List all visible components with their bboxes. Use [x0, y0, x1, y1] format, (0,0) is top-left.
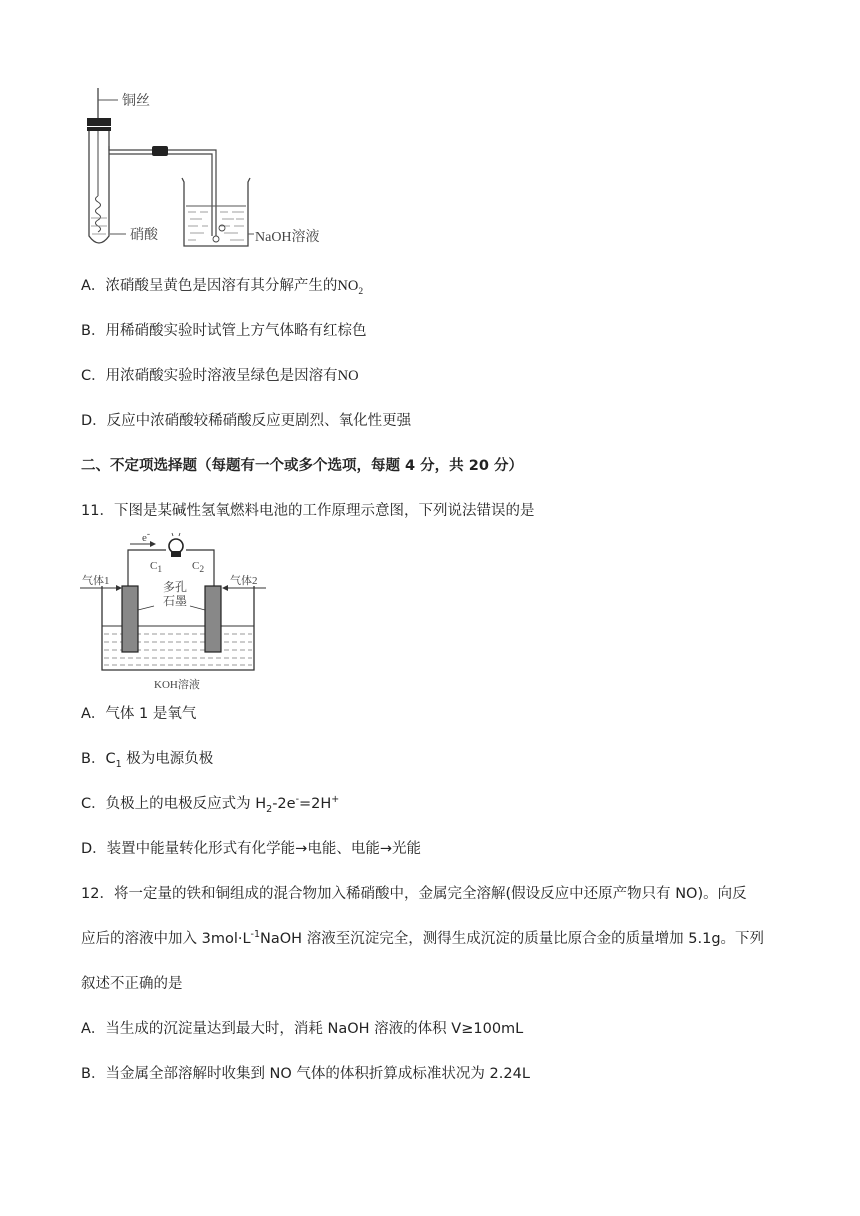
c1-subscript: 1	[157, 565, 163, 576]
electron-symbol: e	[142, 532, 147, 544]
q12-unit-superscript: -1	[250, 929, 261, 941]
c2-symbol: C	[192, 560, 200, 572]
electron-superscript: -	[295, 794, 300, 806]
q11-option-b-suffix: 极为电源负极	[121, 751, 214, 767]
c1-symbol: C	[150, 560, 158, 572]
gas1-label: 气体1	[82, 575, 110, 587]
q11-option-b-sub: 1	[115, 758, 122, 770]
q11-option-c-mid2: =2H	[299, 796, 332, 812]
electron-charge: -	[146, 529, 151, 540]
q12-stem-line2	[81, 929, 764, 949]
q12-stem-line3: 叙述不正确的是	[81, 976, 183, 992]
no2-subscript: 2	[358, 286, 364, 297]
copper-wire-label: 铜丝	[122, 94, 150, 109]
h2-subscript: 2	[266, 803, 273, 815]
q10-option-b: B．用稀硝酸实验时试管上方气体略有红棕色	[81, 323, 367, 339]
q12-option-a: A．当生成的沉淀量达到最大时，消耗 NaOH 溶液的体积 V≥100mL	[81, 1021, 524, 1037]
figure-fuel-cell-diagram	[78, 530, 278, 695]
gas2-label: 气体2	[230, 575, 258, 587]
q11-option-a: A．气体 1 是氧气	[81, 706, 197, 722]
q10-option-d: D．反应中浓硝酸较稀硝酸反应更剧烈、氧化性更强	[81, 413, 412, 429]
q11-option-b-prefix: B．C	[81, 751, 116, 767]
porous-label-line2: 石墨	[163, 594, 188, 608]
bulb-icon	[169, 539, 183, 553]
electron-label	[142, 529, 151, 544]
q10-option-c	[81, 366, 359, 386]
koh-solution-label: KOH溶液	[154, 679, 200, 691]
q11-option-c-mid: -2e	[272, 796, 296, 812]
q11-option-d: D．装置中能量转化形式有化学能→电能、电能→光能	[81, 841, 421, 857]
q11-option-c	[81, 794, 339, 814]
c1-label	[150, 560, 163, 576]
q10-option-a-text: A．浓硝酸呈黄色是因溶有其分解产生的	[81, 278, 338, 294]
c2-subscript: 2	[199, 565, 205, 576]
q12-option-b: B．当金属全部溶解时收集到 NO 气体的体积折算成标准状况为 2.24L	[81, 1066, 530, 1082]
nitric-acid-label: 硝酸	[130, 228, 158, 243]
q10-option-a	[81, 276, 363, 296]
c2-label	[192, 560, 205, 576]
q11-stem: 11．下图是某碱性氢氧燃料电池的工作原理示意图，下列说法错误的是	[81, 503, 535, 519]
naoh-solution-label: NaOH溶液	[255, 230, 320, 245]
q12-stem-line2-suffix: NaOH 溶液至沉淀完全，测得生成沉淀的质量比原合金的质量增加 5.1g。下列	[260, 931, 765, 947]
q10-option-c-text: C．用浓硝酸实验时溶液呈绿色是因溶有	[81, 368, 338, 384]
q12-stem-line1: 12．将一定量的铁和铜组成的混合物加入稀硝酸中，金属完全溶解(假设反应中还原产物只有 NO)。向反	[81, 886, 747, 902]
figure-copper-nitric-acid-apparatus	[78, 88, 338, 258]
q11-option-c-prefix: C．负极上的电极反应式为 H	[81, 796, 267, 812]
no-formula: NO	[337, 368, 359, 384]
q11-option-b	[81, 749, 213, 769]
hplus-superscript: +	[331, 794, 340, 806]
porous-label-line1: 多孔	[163, 580, 188, 594]
no2-formula: NO	[337, 278, 359, 294]
q12-stem-line2-prefix: 应后的溶液中加入 3mol·L	[81, 931, 251, 947]
section-heading: 二、不定项选择题（每题有一个或多个选项，每题 4 分，共 20 分）	[81, 458, 523, 474]
fuel-cell-svg	[78, 530, 278, 695]
